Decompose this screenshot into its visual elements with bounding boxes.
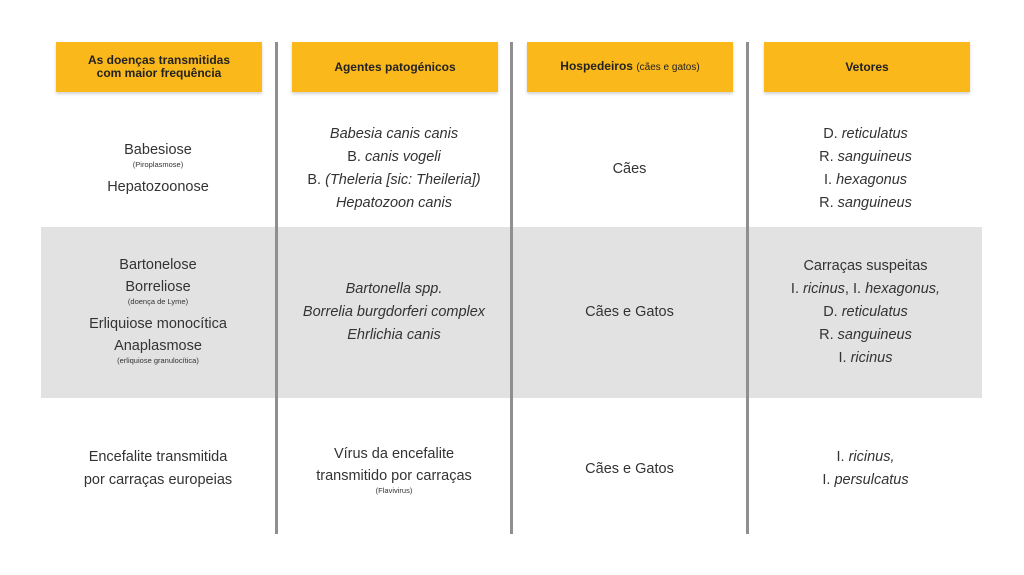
vector-species: persulcatus xyxy=(834,472,909,488)
vector-species: reticulatus xyxy=(841,126,908,142)
agent-line: Babesia canis canis xyxy=(329,126,459,142)
header-hosts-label xyxy=(560,60,699,74)
agent-prefix: B. xyxy=(347,149,361,165)
row-1-vectors xyxy=(749,115,982,223)
row-1-hosts xyxy=(513,115,746,223)
row-2-vectors xyxy=(749,227,982,398)
vector-species: ricinus xyxy=(803,281,845,297)
vector-species: hexagonus xyxy=(865,281,937,297)
vector-genus: D. xyxy=(823,126,838,142)
vector-line xyxy=(823,301,908,324)
disease-hepatozoonose: Hepatozoonose xyxy=(107,178,209,195)
host-value: Cães xyxy=(612,160,647,177)
row-3-vectors xyxy=(749,405,982,533)
vector-line xyxy=(822,469,908,492)
agent-line xyxy=(307,169,480,192)
row-2-agents xyxy=(278,227,510,398)
header-vectors-label: Vetores xyxy=(845,59,889,74)
vector-title: Carraças suspeitas xyxy=(803,258,928,274)
vector-genus: R. xyxy=(819,195,834,211)
vector-line xyxy=(819,192,912,215)
agent-line: Ehrlichia canis xyxy=(347,327,441,343)
vector-species: reticulatus xyxy=(841,304,908,320)
row-3-agents xyxy=(278,405,510,533)
vector-genus: R. xyxy=(819,327,834,343)
header-diseases xyxy=(56,42,262,92)
vector-line xyxy=(819,146,912,169)
vector-genus: I. xyxy=(836,449,845,465)
disease-note-piroplasmose: (Piroplasmose) xyxy=(132,159,184,169)
vector-punct: , xyxy=(936,281,941,297)
disease-encefalite-line2: por carraças europeias xyxy=(83,472,233,488)
disease-note-lyme: (doença de Lyme) xyxy=(127,296,189,306)
vector-genus: D. xyxy=(823,304,838,320)
agent-line: Bartonella spp. xyxy=(345,281,443,297)
vector-species: ricinus xyxy=(850,350,893,366)
vector-genus: I. xyxy=(822,472,831,488)
vector-genus: R. xyxy=(819,149,834,165)
header-hosts xyxy=(527,42,733,92)
row-2-diseases xyxy=(41,227,275,398)
agent-prefix: B. xyxy=(307,172,322,188)
vector-line xyxy=(836,446,894,469)
disease-borreliose: Borreliose xyxy=(125,278,191,295)
row-3-diseases xyxy=(41,405,275,533)
disease-anaplasmose: Anaplasmose xyxy=(114,337,202,354)
host-value: Cães e Gatos xyxy=(585,304,674,320)
header-vectors xyxy=(764,42,970,92)
header-agents-label: Agentes patogénicos xyxy=(334,59,456,74)
header-hosts-bold: Hospedeiros xyxy=(560,59,633,73)
disease-encefalite: Encefalite transmitida xyxy=(88,449,228,465)
vector-species: sanguineus xyxy=(837,149,912,165)
agent-name: (Theleria [sic: Theileria]) xyxy=(325,172,481,188)
header-hosts-note: (cães e gatos) xyxy=(636,62,700,73)
vector-genus: I. xyxy=(790,281,799,297)
agent-line: Hepatozoon canis xyxy=(335,195,453,211)
vector-species: sanguineus xyxy=(837,327,912,343)
disease-babesiose: Babesiose xyxy=(124,141,192,158)
row-3-hosts xyxy=(513,405,746,533)
agent-line: Vírus da encefalite xyxy=(333,445,455,462)
vector-species: sanguineus xyxy=(837,195,912,211)
vector-line xyxy=(791,278,940,301)
vector-species: ricinus, xyxy=(848,449,895,465)
vector-genus: , I. xyxy=(844,281,862,297)
vector-line xyxy=(819,324,912,347)
vector-genus: I. xyxy=(823,172,833,188)
row-1-diseases xyxy=(41,115,275,223)
disease-erliquiose: Erliquiose monocítica xyxy=(89,315,227,332)
row-2-hosts xyxy=(513,227,746,398)
agent-line: transmitido por carraças xyxy=(316,467,472,484)
disease-bartonelose: Bartonelose xyxy=(119,256,197,273)
header-agents xyxy=(292,42,498,92)
vector-line xyxy=(824,169,907,192)
agent-line xyxy=(347,146,441,169)
host-value: Cães e Gatos xyxy=(585,460,674,477)
agent-note-flavivirus: (Flavivirus) xyxy=(375,485,413,495)
vector-species: hexagonus xyxy=(836,172,908,188)
vector-line xyxy=(823,123,908,146)
vector-genus: I. xyxy=(838,350,847,366)
row-1-agents xyxy=(278,115,510,223)
agent-line: Borrelia burgdorferi complex xyxy=(302,304,486,320)
header-diseases-label: As doenças transmitidas com maior frequência xyxy=(87,53,231,80)
disease-note-erliquiose: (erliquiose granulocítica) xyxy=(117,355,199,365)
agent-name: canis vogeli xyxy=(364,149,441,165)
vector-line xyxy=(839,347,893,370)
